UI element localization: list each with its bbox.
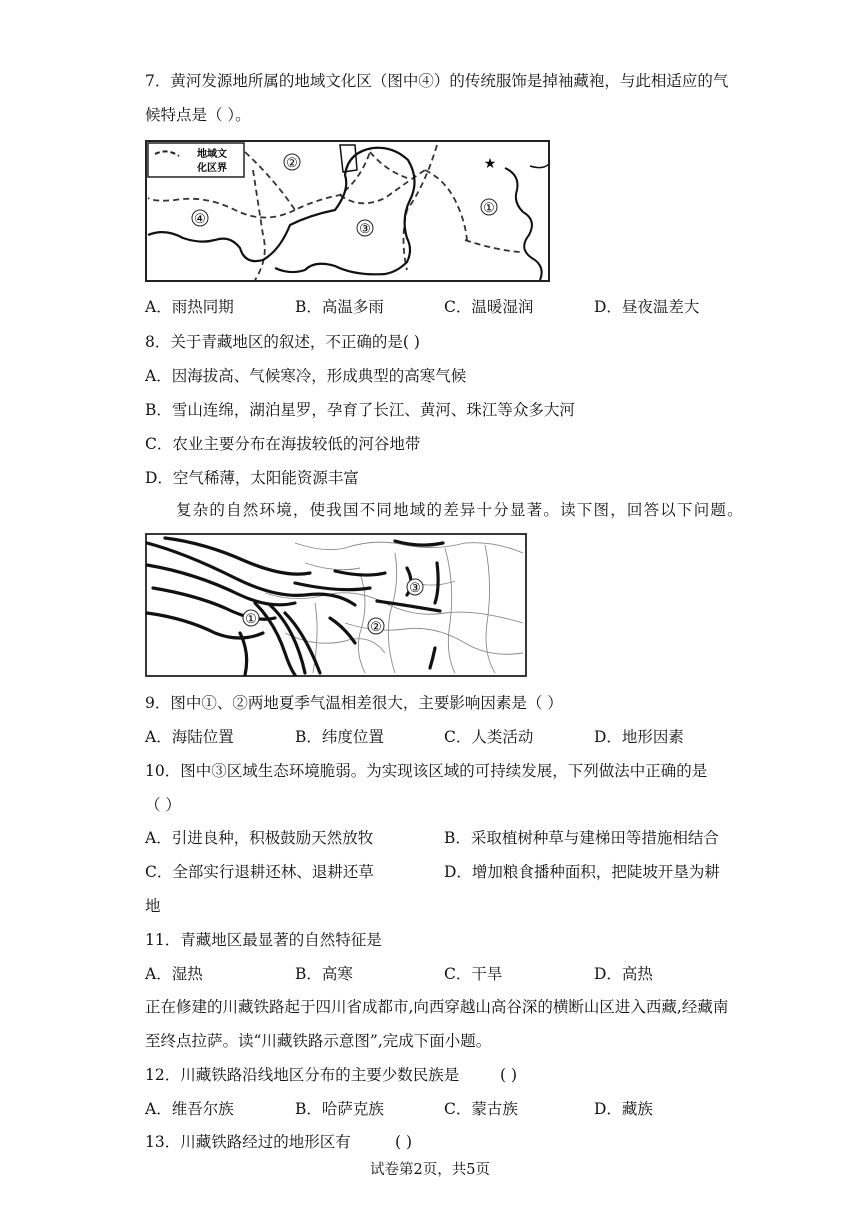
q13-paren: ( )	[395, 1133, 413, 1151]
q7-option-d: D．昼夜温差大	[594, 298, 700, 316]
q9-option-b: B．纬度位置	[295, 728, 384, 746]
intro-12-13-line2: 至终点拉萨。读“川藏铁路示意图”,完成下面小题。	[145, 1032, 492, 1050]
map-label-3: ③	[359, 222, 371, 237]
terrain-map-figure	[145, 533, 527, 677]
q10-option-d: D．增加粮食播种面积，把陡坡开垦为耕	[444, 863, 720, 881]
q7-stem-line2: 候特点是（ ）。	[145, 106, 251, 124]
q8-option-c: C．农业主要分布在海拔较低的河谷地带	[145, 435, 421, 453]
legend-text-1: 地域文	[197, 149, 227, 160]
q9-option-d: D．地形因素	[594, 728, 684, 746]
q10-paren: （ ）	[145, 796, 181, 814]
star-icon: ★	[483, 156, 497, 172]
q12-option-a: A．维吾尔族	[145, 1100, 234, 1118]
terrain-map	[145, 533, 527, 677]
cultural-region-map-figure	[145, 140, 550, 282]
q7-option-a: A．雨热同期	[145, 298, 234, 316]
map-label-2: ②	[286, 156, 298, 171]
q7-stem-line1: 7．黄河发源地所属的地域文化区（图中④）的传统服饰是掉袖藏袍，与此相适应的气	[145, 72, 729, 90]
map-legend-box	[148, 143, 244, 177]
q11-option-b: B．高寒	[295, 965, 353, 983]
q12-option-b: B．哈萨克族	[295, 1100, 384, 1118]
q7-option-c: C．温暖湿润	[444, 298, 534, 316]
q12-option-c: C．蒙古族	[444, 1100, 518, 1118]
q8-option-d: D．空气稀薄，太阳能资源丰富	[145, 469, 359, 487]
intro-9-10: 复杂的自然环境，使我国不同地域的差异十分显著。读下图，回答以下问题。	[176, 501, 744, 519]
page-footer: 试卷第2页，共5页	[370, 1162, 490, 1178]
legend-text-2: 化区界	[197, 163, 227, 174]
q10-option-c: C．全部实行退耕还林、退耕还草	[145, 863, 374, 881]
q8-option-a: A．因海拔高、气候寒冷，形成典型的高寒气候	[145, 367, 467, 385]
q8-stem: 8．关于青藏地区的叙述，不正确的是( )	[145, 333, 420, 351]
q11-option-c: C．干旱	[444, 965, 503, 983]
q9-stem: 9．图中①、②两地夏季气温相差很大，主要影响因素是（ ）	[145, 694, 563, 712]
terrain-label-3: ③	[409, 581, 421, 596]
q8-option-b: B．雪山连绵，湖泊星罗，孕育了长江、黄河、珠江等众多大河	[145, 401, 575, 419]
intro-12-13-line1: 正在修建的川藏铁路起于四川省成都市,向西穿越山高谷深的横断山区进入西藏,经藏南	[145, 998, 729, 1016]
q9-option-a: A．海陆位置	[145, 728, 234, 746]
q7-option-b: B．高温多雨	[295, 298, 384, 316]
q10-option-d-cont: 地	[145, 897, 161, 915]
map-label-1: ①	[483, 201, 495, 216]
q10-option-a: A．引进良种，积极鼓励天然放牧	[145, 829, 374, 847]
map-label-4: ④	[194, 212, 206, 227]
q12-option-d: D．藏族	[594, 1100, 653, 1118]
q13-stem: 13．川藏铁路经过的地形区有	[145, 1133, 351, 1151]
q11-option-a: A．湿热	[145, 965, 203, 983]
cultural-region-map	[145, 140, 550, 282]
terrain-label-1: ①	[245, 612, 257, 627]
q9-option-c: C．人类活动	[444, 728, 534, 746]
q10-stem: 10．图中③区域生态环境脆弱。为实现该区域的可持续发展，下列做法中正确的是	[145, 762, 708, 780]
q11-stem: 11．青藏地区最显著的自然特征是	[145, 931, 382, 949]
q12-paren: ( )	[500, 1066, 518, 1084]
terrain-label-2: ②	[370, 620, 382, 635]
q11-option-d: D．高热	[594, 965, 653, 983]
q12-stem: 12．川藏铁路沿线地区分布的主要少数民族是	[145, 1066, 460, 1084]
q10-option-b: B．采取植树种草与建梯田等措施相结合	[444, 829, 719, 847]
